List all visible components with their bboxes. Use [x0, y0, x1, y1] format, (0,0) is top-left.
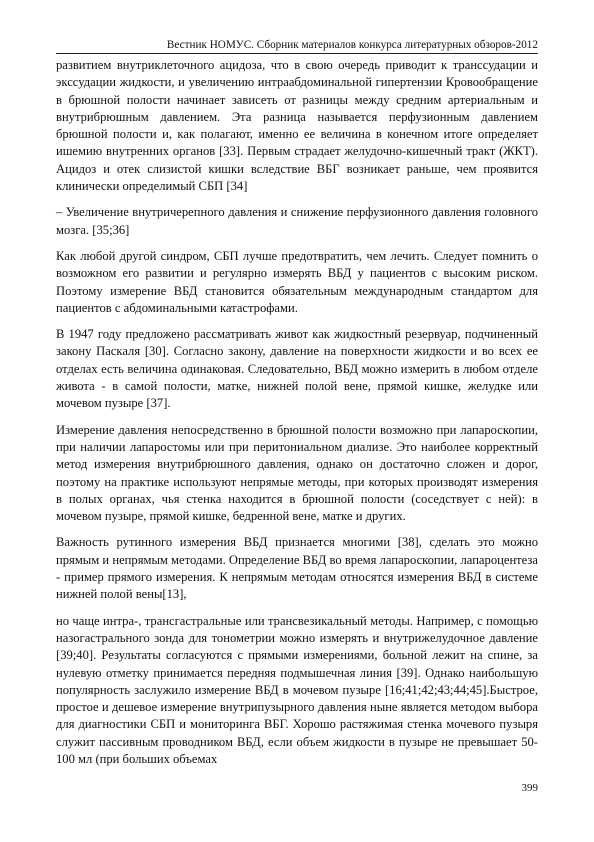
running-header: Вестник НОМУС. Сборник материалов конкурса литературных обзоров-2012: [166, 39, 538, 51]
header-divider: [56, 53, 538, 54]
paragraph: Измерение давления непосредственно в брюшной полости возможно при лапароскопии, при наличии лапаростомы или при перитониальном диализе. Это наиболее корректный метод измерения внутрибрюшного давления, однако он достаточно сложен и дорог, поэтому на практике используют непрямые методы, при которых производят измерения в полых органах, чья стенка находится в брюшной полости (соседствует с ней): в мочевом пузыре, прямой кишке, бедренной вене, матке и других.: [56, 422, 538, 524]
paragraph: В 1947 году предложено рассматривать живот как жидкостный резервуар, подчиненный закону Паскаля [30]. Согласно закону, давление на поверхности жидкости и во всех ее отделах есть величина одинаковая. Следовательно, ВБД можно измерить в любом отделе живота - в самой полости, матке, нижней полой вене, прямой кишке, желудке или мочевом пузыре [37].: [56, 327, 538, 411]
article-body: [56, 57, 538, 768]
paragraph: – Увеличение внутричерепного давления и снижение перфузионного давления головного мозга. [35;36]: [56, 205, 538, 237]
paragraph: но чаще интра-, трансгастральные или трансвезикальный методы. Например, с помощью назогастрального зонда для тонометрии можно измерять и внутрижелудочное давление [39;40]. Результаты согласуются с прямыми измерениями, больной лежит на спине, за нулевую отметку принимается передняя подмышечная линия [39]. Однако наибольшую популярность заслужило измерение ВБД в мочевом пузыре [16;41;42;43;44;45].Быстрое, простое и дешевое измерение внутрипузырного давления ныне является методом выбора для диагностики СБП и мониторинга ВБГ. Хорошо растяжимая стенка мочевого пузыря служит пассивным проводником ВБД, если объем жидкости в пузыре не превышает 50-100 мл (при больших объемах: [56, 613, 538, 766]
page-number: 399: [521, 782, 538, 794]
paragraph: Как любой другой синдром, СБП лучше предотвратить, чем лечить. Следует помнить о возможном его развитии и регулярно измерять ВБД у пациентов с высоким риском. Поэтому измерение ВБД становится обязательным международным стандартом для пациентов с абдоминальными катастрофами.: [56, 248, 538, 315]
paragraph: Важность рутинного измерения ВБД признается многими [38], сделать это можно прямым и непрямым методами. Определение ВБД во время лапароскопии, лапароцентеза - пример прямого измерения. К непрямым методам относятся измерения ВБД в системе нижней полой вены[13],: [56, 535, 538, 602]
paragraph: развитием внутриклеточного ацидоза, что в свою очередь приводит к транссудации и экссудации жидкости, и увеличению интраабдоминальной гипертензии Кровообращение в брюшной полости начинает зависеть от разницы между средним артериальным и внутрибрюшным давлением. Эта разница называется перфузионным давлением брюшной полости и, как полагают, именно ее величина в конечном итоге определяет ишемию внутренних органов [33]. Первым страдает желудочно-кишечный тракт (ЖКТ). Ацидоз и отек слизистой кишки вследствие ВБГ возникает раньше, чем проявится клинически определимый СБП [34]: [56, 58, 538, 194]
